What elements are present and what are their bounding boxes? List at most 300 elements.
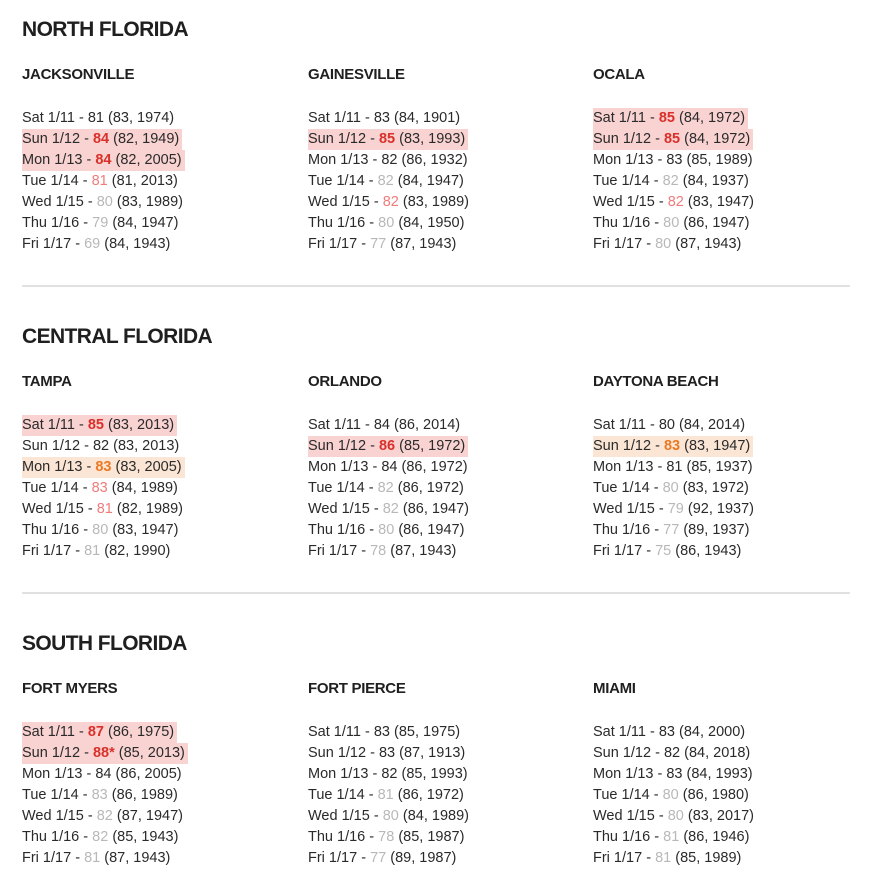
region-title: CENTRAL FLORIDA — [22, 325, 213, 348]
separator: - — [645, 417, 659, 433]
separator: - — [650, 829, 664, 845]
record-high: (84, 1950) — [398, 215, 465, 231]
forecast-high-temp: 85 — [658, 110, 675, 126]
forecast-rows — [308, 108, 472, 255]
separator: - — [364, 787, 378, 803]
forecast-row-content — [308, 234, 459, 255]
day-label: Wed 1/15 — [593, 194, 655, 210]
forecast-row — [308, 234, 472, 255]
separator: - — [79, 522, 93, 538]
record-high: (83, 1993) — [399, 131, 466, 147]
day-label: Sun 1/12 — [593, 438, 652, 454]
forecast-rows — [593, 415, 757, 562]
day-label: Sun 1/12 — [308, 131, 367, 147]
day-label: Thu 1/16 — [308, 829, 366, 845]
separator: - — [649, 787, 663, 803]
forecast-row-content — [593, 129, 753, 150]
forecast-high-temp: 82 — [381, 766, 398, 782]
forecast-row — [308, 478, 472, 499]
forecast-row-content — [308, 785, 467, 806]
forecast-high-temp: 80 — [667, 808, 684, 824]
separator: - — [651, 745, 664, 761]
forecast-row — [308, 848, 472, 869]
record-high: (84, 2014) — [679, 417, 746, 433]
city-name: ORLANDO — [308, 373, 382, 390]
forecast-high-temp: 83 — [91, 787, 108, 803]
city-name: DAYTONA BEACH — [593, 373, 719, 390]
record-high: (83, 1947) — [684, 438, 751, 454]
forecast-row — [22, 743, 188, 764]
forecast-high-temp: 81 — [87, 110, 104, 126]
forecast-row-content — [22, 171, 181, 192]
forecast-high-temp: 81 — [96, 501, 113, 517]
record-high: (84, 1901) — [394, 110, 461, 126]
forecast-row — [308, 436, 472, 457]
forecast-high-temp: 80 — [658, 417, 675, 433]
record-high: (86, 2014) — [394, 417, 461, 433]
forecast-row — [22, 764, 188, 785]
record-high: (85, 1943) — [112, 829, 179, 845]
separator: - — [369, 808, 383, 824]
forecast-rows — [308, 722, 472, 869]
separator: - — [642, 543, 656, 559]
day-label: Fri 1/17 — [22, 543, 72, 559]
city-name: FORT MYERS — [22, 680, 118, 697]
forecast-high-temp: 81 — [91, 173, 108, 189]
city-name: GAINESVILLE — [308, 66, 405, 83]
separator: - — [369, 194, 383, 210]
record-high: (85, 2013) — [118, 745, 185, 761]
forecast-row — [22, 150, 186, 171]
day-label: Wed 1/15 — [22, 501, 84, 517]
record-high: (89, 1987) — [390, 850, 457, 866]
record-high: (89, 1937) — [683, 522, 750, 538]
separator: - — [368, 152, 382, 168]
record-high: (83, 2005) — [115, 459, 182, 475]
day-label: Tue 1/14 — [22, 173, 79, 189]
day-label: Tue 1/14 — [308, 480, 365, 496]
separator: - — [366, 745, 379, 761]
separator: - — [74, 110, 88, 126]
record-high: (86, 1972) — [401, 459, 468, 475]
forecast-row — [308, 743, 472, 764]
day-label: Fri 1/17 — [22, 236, 72, 252]
forecast-row-content — [22, 213, 181, 234]
forecast-high-temp: 87 — [87, 724, 104, 740]
forecast-high-temp: 80 — [655, 236, 672, 252]
record-high: (84, 1937) — [682, 173, 749, 189]
separator: - — [357, 236, 371, 252]
forecast-high-temp: 85 — [87, 417, 104, 433]
forecast-row-content — [593, 848, 744, 869]
day-label: Thu 1/16 — [593, 215, 651, 231]
separator: - — [365, 215, 379, 231]
day-label: Mon 1/13 — [22, 766, 83, 782]
forecast-high-temp: 80 — [378, 215, 395, 231]
day-label: Sat 1/11 — [308, 417, 361, 433]
forecast-row — [593, 457, 757, 478]
day-label: Thu 1/16 — [593, 829, 651, 845]
day-label: Mon 1/13 — [22, 459, 83, 475]
forecast-high-temp: 83 — [663, 438, 681, 454]
day-label: Wed 1/15 — [593, 808, 655, 824]
forecast-row — [22, 457, 186, 478]
forecast-row-content — [593, 785, 752, 806]
day-label: Tue 1/14 — [593, 787, 650, 803]
day-label: Thu 1/16 — [22, 829, 80, 845]
forecast-row-content — [593, 213, 752, 234]
separator: - — [368, 459, 382, 475]
forecast-row-content — [308, 192, 472, 213]
separator: - — [82, 766, 96, 782]
separator: - — [651, 131, 664, 147]
day-label: Thu 1/16 — [593, 522, 651, 538]
day-label: Mon 1/13 — [593, 766, 654, 782]
separator: - — [654, 808, 668, 824]
forecast-row-content — [593, 764, 756, 785]
separator: - — [654, 501, 668, 517]
separator: - — [642, 236, 656, 252]
day-label: Fri 1/17 — [308, 850, 358, 866]
day-label: Sat 1/11 — [22, 417, 75, 433]
record-high: (86, 1947) — [683, 215, 750, 231]
separator: - — [360, 110, 374, 126]
forecast-row-content — [593, 499, 757, 520]
separator: - — [649, 173, 663, 189]
forecast-row-content — [22, 848, 173, 869]
forecast-row-content — [593, 192, 757, 213]
day-label: Sat 1/11 — [308, 110, 361, 126]
separator: - — [80, 745, 93, 761]
forecast-row-content — [308, 541, 459, 562]
forecast-row-content — [593, 457, 756, 478]
forecast-row — [593, 436, 757, 457]
day-label: Tue 1/14 — [22, 787, 79, 803]
separator: - — [78, 480, 92, 496]
forecast-row-content — [22, 499, 186, 520]
forecast-high-temp: 82 — [662, 173, 679, 189]
forecast-row-content — [308, 764, 471, 785]
city-name: JACKSONVILLE — [22, 66, 135, 83]
forecast-row — [593, 150, 757, 171]
day-label: Fri 1/17 — [593, 236, 643, 252]
forecast-row-content — [308, 436, 468, 457]
day-label: Sun 1/12 — [593, 131, 652, 147]
forecast-row-content — [308, 520, 467, 541]
record-high: (85, 1937) — [686, 459, 753, 475]
forecast-row — [22, 415, 186, 436]
forecast-row-content — [308, 478, 467, 499]
forecast-row-content — [308, 213, 467, 234]
forecast-row-content — [308, 108, 463, 129]
forecast-row — [22, 722, 188, 743]
record-high: (84, 1943) — [104, 236, 171, 252]
forecast-row — [308, 827, 472, 848]
forecast-high-temp: 81 — [84, 850, 101, 866]
record-high: (85, 1989) — [686, 152, 753, 168]
separator: - — [71, 236, 85, 252]
forecast-high-temp: 82 — [96, 808, 113, 824]
forecast-row — [22, 848, 188, 869]
day-label: Mon 1/13 — [593, 459, 654, 475]
forecast-row — [308, 108, 472, 129]
forecast-row — [593, 213, 757, 234]
forecast-row-content — [308, 129, 468, 150]
forecast-row — [593, 192, 757, 213]
record-high: (86, 1947) — [402, 501, 469, 517]
separator: - — [357, 850, 371, 866]
separator: - — [74, 724, 88, 740]
forecast-high-temp: 81 — [655, 850, 672, 866]
day-label: Mon 1/13 — [308, 459, 369, 475]
forecast-high-temp: 77 — [663, 522, 680, 538]
forecast-row — [22, 806, 188, 827]
forecast-high-temp: 75 — [655, 543, 672, 559]
record-high: (84, 1972) — [684, 131, 751, 147]
separator: - — [80, 131, 93, 147]
record-high: (92, 1937) — [687, 501, 754, 517]
record-high: (86, 2005) — [115, 766, 182, 782]
forecast-row-content — [22, 827, 181, 848]
record-high: (82, 1990) — [104, 543, 171, 559]
forecast-row-content — [22, 743, 188, 764]
separator: - — [650, 215, 664, 231]
separator: - — [364, 480, 378, 496]
day-label: Sun 1/12 — [22, 131, 81, 147]
forecast-row-content — [593, 478, 752, 499]
forecast-row — [593, 827, 757, 848]
record-high: (83, 1974) — [108, 110, 175, 126]
record-high: (82, 1949) — [113, 131, 180, 147]
forecast-row — [593, 806, 757, 827]
forecast-high-temp: 81 — [377, 787, 394, 803]
separator: - — [365, 522, 379, 538]
day-label: Sun 1/12 — [22, 745, 81, 761]
forecast-high-temp: 80 — [663, 215, 680, 231]
forecast-row — [308, 171, 472, 192]
record-high: (83, 1989) — [116, 194, 183, 210]
forecast-row — [308, 541, 472, 562]
forecast-row — [308, 785, 472, 806]
day-label: Wed 1/15 — [308, 808, 370, 824]
record-high: (83, 2013) — [108, 417, 175, 433]
forecast-row-content — [308, 848, 459, 869]
separator: - — [366, 131, 379, 147]
forecast-row-content — [22, 436, 182, 457]
day-label: Tue 1/14 — [593, 480, 650, 496]
record-high: (84, 1972) — [679, 110, 746, 126]
record-high: (85, 1975) — [394, 724, 461, 740]
forecast-row-content — [22, 722, 177, 743]
forecast-high-temp: 83 — [373, 724, 390, 740]
forecast-row-content — [593, 743, 753, 764]
record-high: (86, 1989) — [111, 787, 178, 803]
separator: - — [83, 501, 97, 517]
city-name: FORT PIERCE — [308, 680, 406, 697]
forecast-high-temp: 82 — [667, 194, 684, 210]
forecast-row-content — [593, 806, 757, 827]
forecast-row-content — [308, 457, 471, 478]
forecast-high-temp: 82 — [381, 152, 398, 168]
forecast-row — [22, 520, 186, 541]
separator: - — [78, 787, 92, 803]
forecast-row — [22, 234, 186, 255]
day-label: Tue 1/14 — [22, 480, 79, 496]
forecast-row-content — [22, 234, 173, 255]
day-label: Tue 1/14 — [308, 787, 365, 803]
forecast-row — [308, 192, 472, 213]
forecast-rows — [22, 722, 188, 869]
day-label: Fri 1/17 — [308, 543, 358, 559]
forecast-row — [308, 457, 472, 478]
forecast-row — [22, 827, 188, 848]
day-label: Sun 1/12 — [22, 438, 81, 454]
separator: - — [653, 152, 667, 168]
forecast-rows — [308, 415, 472, 562]
forecast-rows — [593, 108, 757, 255]
forecast-row — [593, 743, 757, 764]
forecast-high-temp: 82 — [663, 745, 681, 761]
region-title: NORTH FLORIDA — [22, 18, 189, 41]
forecast-row-content — [308, 806, 472, 827]
forecast-rows — [22, 415, 186, 562]
separator: - — [650, 522, 664, 538]
separator: - — [645, 724, 659, 740]
day-label: Thu 1/16 — [22, 522, 80, 538]
day-label: Thu 1/16 — [308, 215, 366, 231]
forecast-high-temp: 83 — [658, 724, 675, 740]
forecast-row — [22, 785, 188, 806]
day-label: Fri 1/17 — [308, 236, 358, 252]
forecast-high-temp: 83 — [373, 110, 390, 126]
forecast-row-content — [22, 541, 173, 562]
forecast-high-temp: 69 — [84, 236, 101, 252]
separator: - — [83, 808, 97, 824]
day-label: Sat 1/11 — [593, 724, 646, 740]
record-high: (85, 1987) — [398, 829, 465, 845]
record-high: (86, 1946) — [683, 829, 750, 845]
separator: - — [82, 459, 96, 475]
day-label: Thu 1/16 — [308, 522, 366, 538]
forecast-high-temp: 78 — [378, 829, 395, 845]
forecast-high-temp: 85 — [663, 131, 681, 147]
forecast-high-temp: 81 — [663, 829, 680, 845]
separator: - — [71, 543, 85, 559]
record-high: (83, 1947) — [687, 194, 754, 210]
forecast-row — [308, 499, 472, 520]
forecast-row-content — [593, 436, 753, 457]
section-divider — [22, 592, 850, 594]
forecast-row — [308, 129, 472, 150]
day-label: Mon 1/13 — [593, 152, 654, 168]
forecast-row — [308, 150, 472, 171]
forecast-row — [22, 436, 186, 457]
forecast-high-temp: 79 — [92, 215, 109, 231]
forecast-row — [22, 171, 186, 192]
record-high: (86, 1972) — [397, 480, 464, 496]
forecast-row-content — [22, 150, 185, 171]
forecast-high-temp: 82 — [377, 173, 394, 189]
record-high: (82, 1989) — [116, 501, 183, 517]
forecast-row — [593, 415, 757, 436]
forecast-row — [308, 415, 472, 436]
forecast-row-content — [308, 722, 463, 743]
forecast-high-temp: 82 — [382, 501, 399, 517]
day-label: Tue 1/14 — [593, 173, 650, 189]
record-high: (84, 1989) — [111, 480, 178, 496]
day-label: Sat 1/11 — [22, 724, 75, 740]
record-high: (84, 1947) — [112, 215, 179, 231]
separator: - — [79, 829, 93, 845]
forecast-row-content — [308, 743, 468, 764]
forecast-row-content — [593, 150, 756, 171]
record-high: (83, 2013) — [113, 438, 180, 454]
record-high: (84, 1993) — [686, 766, 753, 782]
forecast-row-content — [593, 234, 744, 255]
record-high: (84, 1989) — [402, 808, 469, 824]
forecast-high-temp: 77 — [370, 236, 387, 252]
forecast-row-content — [593, 722, 748, 743]
forecast-high-temp: 84 — [95, 766, 112, 782]
day-label: Sat 1/11 — [593, 417, 646, 433]
record-high: (86, 1943) — [675, 543, 742, 559]
separator: - — [78, 173, 92, 189]
day-label: Sun 1/12 — [308, 438, 367, 454]
record-high: (87, 1943) — [675, 236, 742, 252]
forecast-high-temp: 81 — [666, 459, 683, 475]
forecast-row-content — [308, 415, 463, 436]
forecast-high-temp: 86 — [378, 438, 396, 454]
record-high: (87, 1913) — [399, 745, 466, 761]
record-high: (82, 2005) — [115, 152, 182, 168]
day-label: Fri 1/17 — [593, 543, 643, 559]
day-label: Sun 1/12 — [308, 745, 367, 761]
forecast-row-content — [308, 150, 471, 171]
record-high: (84, 2018) — [684, 745, 751, 761]
forecast-row — [593, 108, 757, 129]
forecast-row-content — [308, 499, 472, 520]
record-high: (85, 1989) — [675, 850, 742, 866]
forecast-high-temp: 84 — [92, 131, 110, 147]
separator: - — [369, 501, 383, 517]
forecast-high-temp: 77 — [370, 850, 387, 866]
day-label: Wed 1/15 — [593, 501, 655, 517]
separator: - — [364, 173, 378, 189]
city-name: MIAMI — [593, 680, 636, 697]
forecast-row — [593, 171, 757, 192]
forecast-high-temp: 80 — [662, 480, 679, 496]
forecast-row — [22, 213, 186, 234]
forecast-row-content — [308, 827, 467, 848]
forecast-row — [22, 192, 186, 213]
forecast-row — [308, 213, 472, 234]
day-label: Tue 1/14 — [308, 173, 365, 189]
forecast-row — [593, 520, 757, 541]
record-high: (87, 1943) — [104, 850, 171, 866]
record-high: (86, 1975) — [108, 724, 175, 740]
forecast-row — [593, 785, 757, 806]
record-high: (87, 1943) — [390, 543, 457, 559]
day-label: Mon 1/13 — [308, 766, 369, 782]
record-high: (87, 1943) — [390, 236, 457, 252]
separator: - — [649, 480, 663, 496]
forecast-row-content — [593, 827, 752, 848]
section-divider — [22, 285, 850, 287]
forecast-high-temp: 84 — [95, 152, 112, 168]
record-high: (87, 1947) — [116, 808, 183, 824]
forecast-high-temp: 88* — [92, 745, 115, 761]
city-name: OCALA — [593, 66, 645, 83]
